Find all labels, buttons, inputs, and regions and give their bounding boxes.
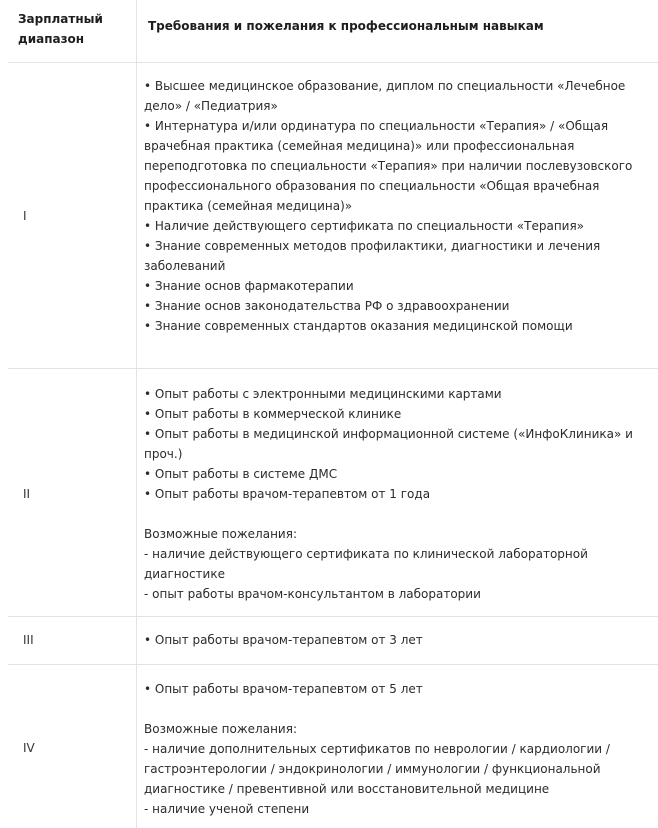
text-line: - наличие действующего сертификата по клинической лабораторной [144,547,588,561]
requirements-cell [144,384,649,604]
text-line: • Опыт работы в коммерческой клинике [144,407,402,421]
text-line: • Интернатура и/или ординатура по специальности «Терапия» / «Общая [144,119,609,133]
range-label: I [23,209,27,223]
column-divider [136,617,137,664]
blank-line [144,504,649,524]
text-line: заболеваний [144,259,226,273]
text-line: дело» / «Педиатрия» [144,99,278,113]
table-row [8,368,658,616]
table-row [8,616,658,664]
table-header-row [8,0,658,62]
text-line: диагностике [144,567,225,581]
text-line: проч.) [144,447,183,461]
text-line: • Знание современных стандартов оказания медицинской помощи [144,319,573,333]
column-divider [136,63,137,368]
range-label: IV [23,741,35,755]
table-row [8,62,658,368]
text-line: гастроэнтерологии / эндокринологии / иммунологии / функциональной [144,762,601,776]
header-salary-range-line1: Зарплатный [18,12,103,26]
range-label: II [23,487,31,501]
text-line: • Опыт работы с электронными медицинскими картами [144,387,502,401]
header-requirements: Требования и пожелания к профессиональным навыкам [148,19,544,33]
text-line: Возможные пожелания: [144,527,297,541]
text-line: • Высшее медицинское образование, диплом по специальности «Лечебное [144,79,626,93]
header-salary-range [18,9,128,49]
text-line: • Знание основ фармакотерапии [144,279,354,293]
text-line: - наличие ученой степени [144,802,310,816]
requirements-cell [144,630,649,650]
text-line: • Опыт работы врачом-терапевтом от 1 года [144,487,431,501]
text-line: профессионального образования по специальности «Общая врачебная [144,179,600,193]
text-line: • Опыт работы в медицинской информационной системе («ИнфоКлиника» и [144,427,633,441]
header-salary-range-line2: диапазон [18,32,85,46]
text-line: • Опыт работы в системе ДМС [144,467,338,481]
requirements-cell [144,76,649,336]
text-line: диагностике / превентивной или восстановительной медицине [144,782,550,796]
text-line: Возможные пожелания: [144,722,297,736]
text-line: • Опыт работы врачом-терапевтом от 3 лет [144,633,423,647]
column-divider [136,665,137,828]
column-divider [136,0,137,62]
text-line: врачебная практика (семейная медицина)» или профессиональная [144,139,575,153]
range-label: III [23,633,34,647]
requirements-cell [144,679,649,819]
text-line: • Знание основ законодательства РФ о здравоохранении [144,299,510,313]
text-line: • Наличие действующего сертификата по специальности «Терапия» [144,219,585,233]
table-row [8,664,658,828]
text-line: • Знание современных методов профилактики, диагностики и лечения [144,239,601,253]
text-line: • Опыт работы врачом-терапевтом от 5 лет [144,682,423,696]
text-line: - опыт работы врачом-консультантом в лаборатории [144,587,481,601]
column-divider [136,369,137,616]
text-line: переподготовка по специальности «Терапия» при наличии послевузовского [144,159,633,173]
blank-line [144,699,649,719]
text-line: - наличие дополнительных сертификатов по неврологии / кардиологии / [144,742,610,756]
text-line: практика (семейная медицина)» [144,199,353,213]
